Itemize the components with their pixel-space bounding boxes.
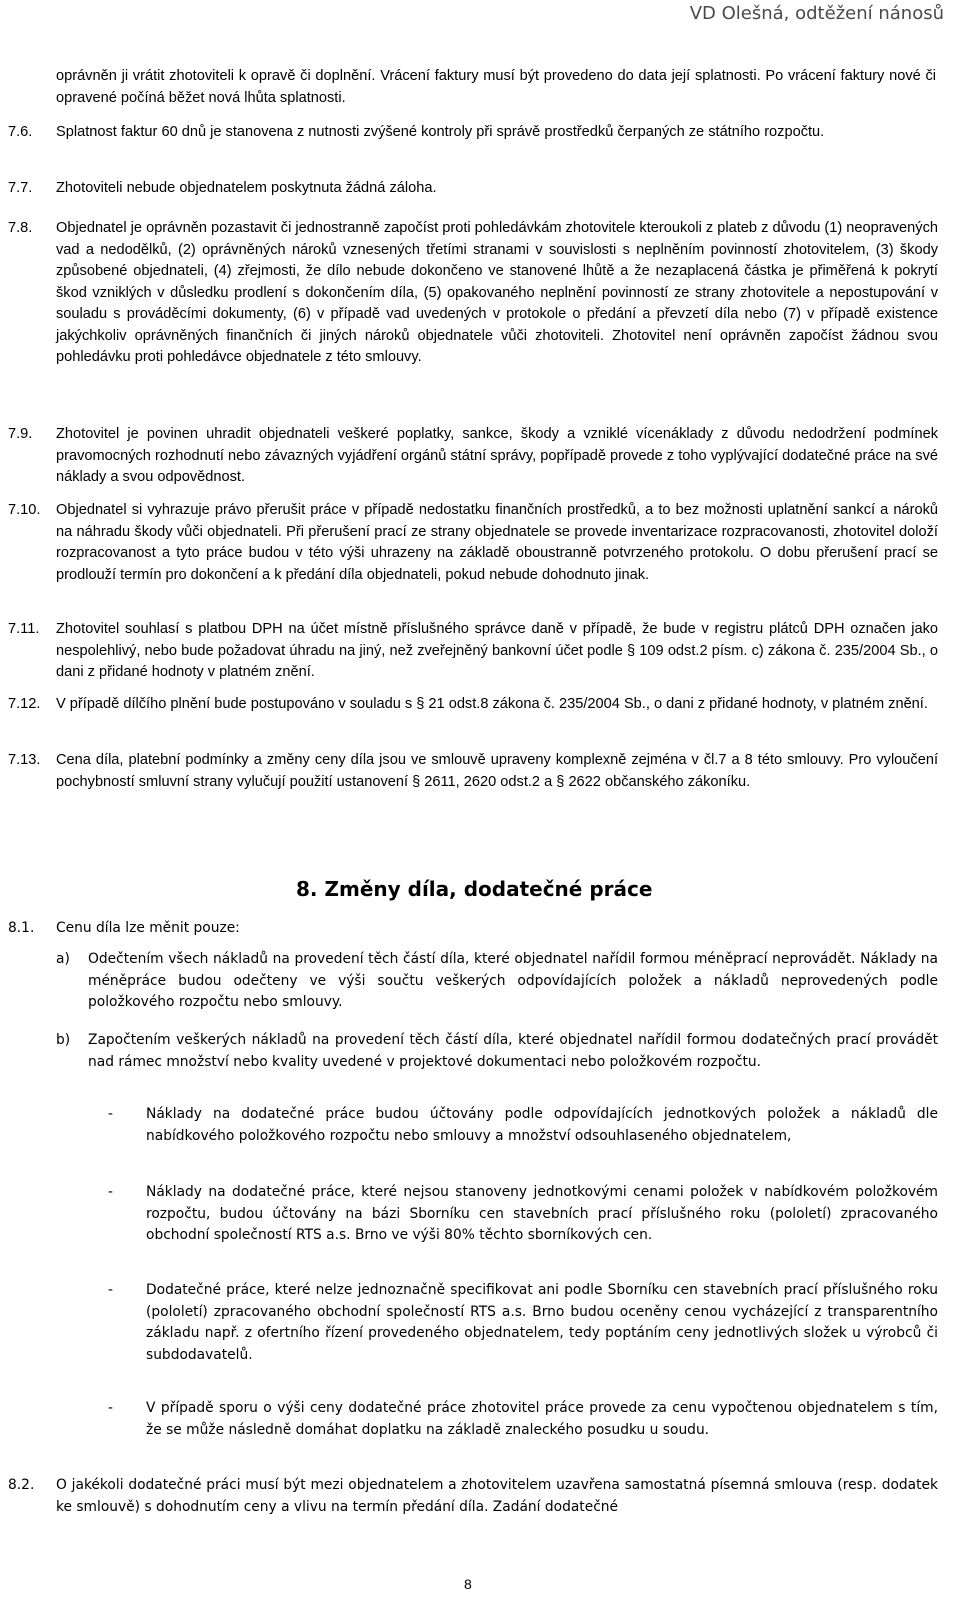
bullet-dash: -: [108, 1184, 113, 1200]
item-label: b): [56, 1032, 71, 1048]
paragraph-7-7: Zhotoviteli nebude objednatelem poskytnuta žádná záloha.: [56, 180, 437, 196]
section-heading: 8. Změny díla, dodatečné práce: [296, 877, 653, 901]
paragraph-7-9: Zhotovitel je povinen uhradit objednateli veškeré poplatky, sankce, škody a vzniklé vícenáklady z důvodu nedodržení podmínek pravomocných rozhodnutí nebo závazných vyjádření orgánů státní správy, popřípadě provede z toho vyplývající dodatečné práce na své náklady a svou odpovědnost.: [56, 426, 938, 485]
header-title: VD Olešná, odtěžení nánosů: [689, 3, 944, 24]
paragraph-7-5-continuation: oprávněn ji vrátit zhotoviteli k opravě či doplnění. Vrácení faktury musí být provedeno do data její splatnosti. Po vrácení faktury nové či opravené počíná běžet nová lhůta splatnosti.: [56, 68, 936, 106]
paragraph-7-11: Zhotovitel souhlasí s platbou DPH na účet místně příslušného správce daně v případě, že bude v registru plátců DPH označen jako nespolehlivý, nebo bude požadovat úhradu na jiný, než zveřejněný bankovní účet podle § 109 odst.2 písm. c) zákona č. 235/2004 Sb., o dani z přidané hodnoty v platném znění.: [56, 621, 938, 680]
item-b: Započtením veškerých nákladů na provedení těch částí díla, které objednatel nařídil formou dodatečných prací provádět nad rámec množství nebo kvality uvedené v projektové dokumentaci nebo položkovém rozpočtu.: [88, 1032, 938, 1070]
running-header: [0, 0, 960, 32]
paragraph-number: 7.7.: [8, 180, 33, 196]
paragraph-8-1: Cenu díla lze měnit pouze:: [56, 920, 240, 936]
item-a: Odečtením všech nákladů na provedení těch částí díla, které objednatel nařídil formou méněprací neprovádět. Náklady na méněpráce budou odečteny ve výši součtu veškerých odpovídajících položek a nákladů neprovedených podle položkového rozpočtu nebo smlouvy.: [88, 951, 938, 1010]
paragraph-number: 8.2.: [8, 1477, 35, 1493]
paragraph-7-10: Objednatel si vyhrazuje právo přerušit práce v případě nedostatku finančních prostředků, a to bez možnosti uplatnění sankcí a nároků na náhradu škody vůči objednateli. Při přerušení prací ze strany objednatele se provede inventarizace rozpracovanosti, zhotovitel doloží rozpracovanost a tyto práce budou v této výši uhrazeny na základě oboustranně potvrzeného protokolu. O dobu přerušení prací se prodlouží termín pro dokončení a k předání díla objednateli, pokud nebude dohodnuto jinak.: [56, 502, 938, 583]
paragraph-7-12: V případě dílčího plnění bude postupováno v souladu s § 21 odst.8 zákona č. 235/2004 Sb., o dani z přidané hodnoty, v platném znění.: [56, 696, 928, 712]
bullet-item: Dodatečné práce, které nelze jednoznačně specifikovat ani podle Sborníku cen stavebních prací příslušného roku (pololetí) zpracovaného obchodní společností RTS a.s. Brno budou oceněny cenou vycházející z transparentního základu např. z ofertního řízení provedeného objednatelem, tedy poptáním ceny jednotlivých složek u výrobců či subdodavatelů.: [146, 1282, 938, 1363]
bullet-item: Náklady na dodatečné práce, které nejsou stanoveny jednotkovými cenami položek v nabídkovém položkovém rozpočtu, budou účtovány na bázi Sborníku cen stavebních prací příslušného roku (pololetí) zpracovaného obchodní společností RTS a.s. Brno ve výši 80% těchto sborníkových cen.: [146, 1184, 938, 1243]
paragraph-number: 7.6.: [8, 124, 33, 140]
bullet-item: V případě sporu o výši ceny dodatečné práce zhotovitel práce provede za cenu vypočtenou objednatelem s tím, že se může následně domáhat doplatku na základě znaleckého posudku u soudu.: [146, 1400, 938, 1438]
paragraph-number: 7.10.: [8, 502, 41, 518]
item-label: a): [56, 951, 70, 967]
paragraph-number: 7.11.: [8, 621, 40, 637]
paragraph-number: 8.1.: [8, 920, 35, 936]
page-number: 8: [464, 1576, 472, 1592]
paragraph-number: 7.12.: [8, 696, 41, 712]
bullet-dash: -: [108, 1106, 113, 1122]
bullet-dash: -: [108, 1282, 113, 1298]
bullet-item: Náklady na dodatečné práce budou účtovány podle odpovídajících jednotkových položek a nákladů dle nabídkového položkového rozpočtu nebo smlouvy a množství odsouhlaseného objednatelem,: [146, 1106, 938, 1144]
paragraph-8-2: O jakékoli dodatečné práci musí být mezi objednatelem a zhotovitelem uzavřena samostatná písemná smlouva (resp. dodatek ke smlouvě) s dohodnutím ceny a vlivu na termín předání díla. Zadání dodatečné: [56, 1477, 938, 1515]
paragraph-number: 7.9.: [8, 426, 33, 442]
bullet-dash: -: [108, 1400, 113, 1416]
paragraph-7-6: Splatnost faktur 60 dnů je stanovena z nutnosti zvýšené kontroly při správě prostředků čerpaných ze státního rozpočtu.: [56, 124, 825, 140]
paragraph-7-13: Cena díla, platební podmínky a změny ceny díla jsou ve smlouvě upraveny komplexně zejména v čl.7 a 8 této smlouvy. Pro vyloučení pochybností smluvní strany vylučují použití ustanovení § 2611, 2620 odst.2 a § 2622 občanského zákoníku.: [56, 752, 938, 790]
paragraph-7-8: Objednatel je oprávněn pozastavit či jednostranně započíst proti pohledávkám zhotovitele kteroukoli z plateb z důvodu (1) neopravených vad a nedodělků, (2) oprávněných nároků vznesených třetími stranami v souvislosti s neplněním povinností zhotovitelem, (3) škody způsobené objednateli, (4) zřejmosti, že dílo nebude dokončeno ve stanovené lhůtě a že nezaplacená částka je přiměřená k pokrytí škod vzniklých v důsledku prodlení s dokončením díla, (5) opakovaného neplnění povinností ze strany zhotovitele a nepostupování v souladu s prováděcími dokumenty, (6) v případě vad uvedených v protokole o předání a převzetí díla nebo (7) v případě existence jakýchkoliv oprávněných finančních či jiných nároků objednatele vůči zhotoviteli. Zhotovitel není oprávněn započíst žádnou svou pohledávku proti pohledávce objednatele z této smlouvy.: [56, 220, 938, 365]
paragraph-number: 7.13.: [8, 752, 41, 768]
paragraph-number: 7.8.: [8, 220, 33, 236]
